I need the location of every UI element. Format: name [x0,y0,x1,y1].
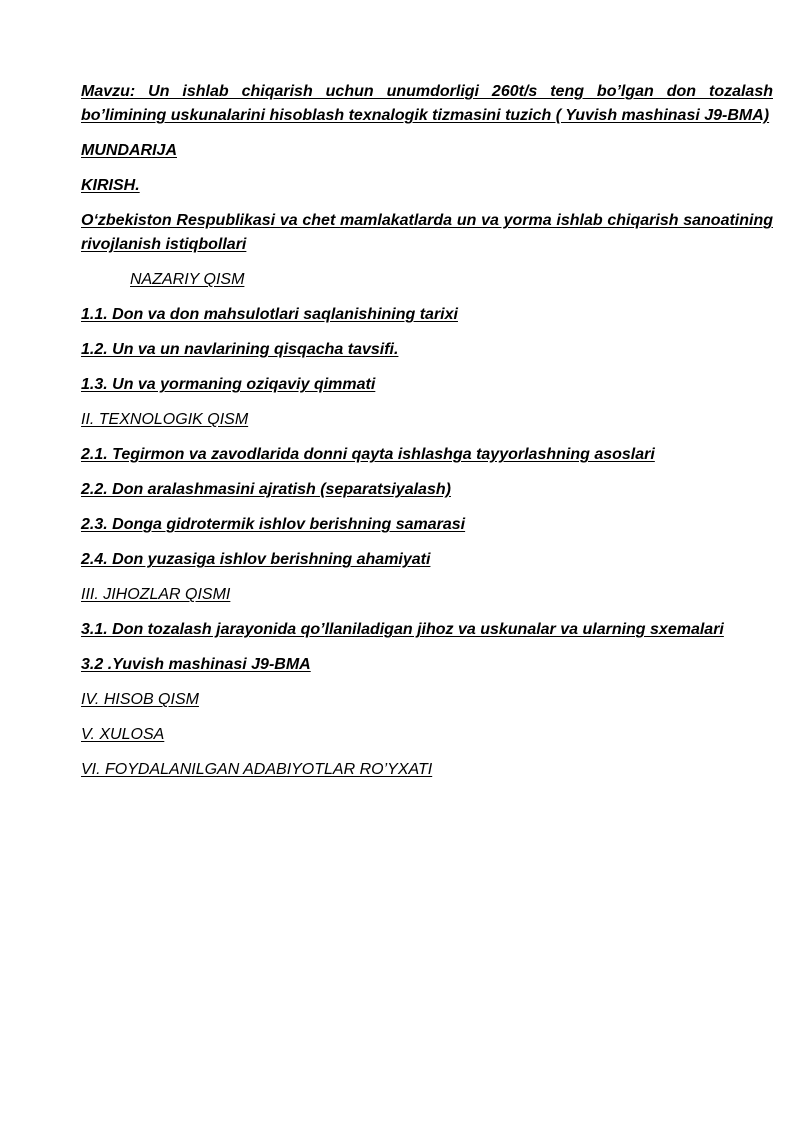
toc-item-2-3: 2.3. Donga gidrotermik ishlov berishning samarasi [81,516,466,533]
toc-item-1-1: 1.1. Don va don mahsulotlari saqlanishining tarixi [81,306,458,323]
toc-item-3-1: 3.1. Don tozalash jarayonida qo’llaniladigan jihoz va uskunalar va ularning sxemalari [81,621,724,638]
document-page [81,80,773,793]
toc-section-theory: NAZARIY QISM [130,271,245,288]
toc-item-1-3: 1.3. Un va yormaning oziqaviy qimmati [81,376,376,393]
toc-item-intro-topic: O‘zbekiston Respublikasi va chet mamlakatlarda un va yorma ishlab chiqarish sanoatining rivojlanish istiqbollari [81,212,773,253]
toc-section-technology: II. TEXNOLOGIK QISM [81,411,249,428]
toc-section-conclusion: V. XULOSA [81,726,165,743]
toc-section-references: VI. FOYDALANILGAN ADABIYOTLAR RO’YXATI [81,761,433,778]
toc-item-3-2: 3.2 .Yuvish mashinasi J9-BMA [81,656,311,673]
toc-section-equipment: III. JIHOZLAR QISMI [81,586,231,603]
toc-heading: MUNDARIJA [81,142,177,159]
toc-item-intro: KIRISH. [81,177,140,194]
document-title: Mavzu: Un ishlab chiqarish uchun unumdorligi 260t/s teng bo’lgan don tozalash bo’limining uskunalarini hisoblash texnalogik tizmasini tuzich ( Yuvish mashinasi J9-BMA) [81,83,773,124]
toc-item-2-4: 2.4. Don yuzasiga ishlov berishning ahamiyati [81,551,431,568]
toc-item-2-2: 2.2. Don aralashmasini ajratish (separatsiyalash) [81,481,451,498]
toc-section-calculation: IV. HISOB QISM [81,691,199,708]
toc-item-1-2: 1.2. Un va un navlarining qisqacha tavsifi. [81,341,399,358]
toc-item-2-1: 2.1. Tegirmon va zavodlarida donni qayta ishlashga tayyorlashning asoslari [81,446,655,463]
